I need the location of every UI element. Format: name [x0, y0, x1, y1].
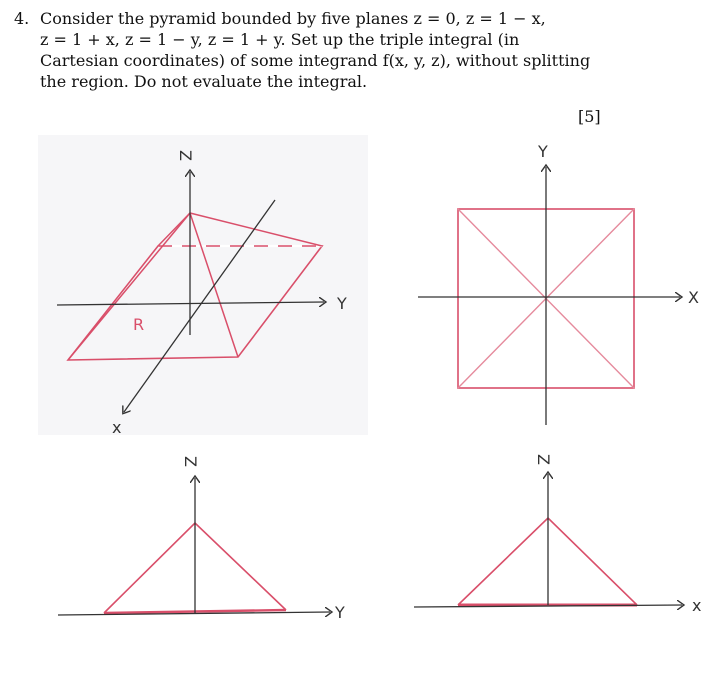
problem-line-4: the region. Do not evaluate the integral. — [40, 72, 368, 91]
figure-top-view — [418, 142, 699, 425]
problem-line-3: Cartesian coordinates) of some integrand f(x, y, z), without splitting — [40, 51, 591, 70]
z-axis-label: Z — [534, 454, 553, 465]
y-axis-label: Y — [538, 142, 548, 161]
problem-line-1: Consider the pyramid bounded by five planes z = 0, z = 1 − x, — [40, 9, 546, 28]
z-axis-label: Z — [181, 456, 200, 467]
region-label: R — [133, 315, 145, 334]
z-axis-label: Z — [176, 150, 195, 161]
sketch-shadow — [38, 135, 368, 435]
problem-line-2: z = 1 + x, z = 1 − y, z = 1 + y. Set up the triple integral (in — [40, 30, 520, 49]
figure-3d-pyramid — [38, 135, 368, 437]
problem-number: 4. — [14, 9, 30, 28]
x-axis-label: x — [112, 418, 122, 437]
y-axis-label: Y — [335, 603, 345, 622]
x-axis-label: X — [688, 288, 699, 307]
figure-zy-section — [58, 456, 345, 622]
y-axis-label: Y — [337, 294, 347, 313]
marks-label: [5] — [578, 107, 601, 126]
x-axis-label: x — [692, 596, 702, 615]
figure-zx-section — [414, 454, 701, 615]
